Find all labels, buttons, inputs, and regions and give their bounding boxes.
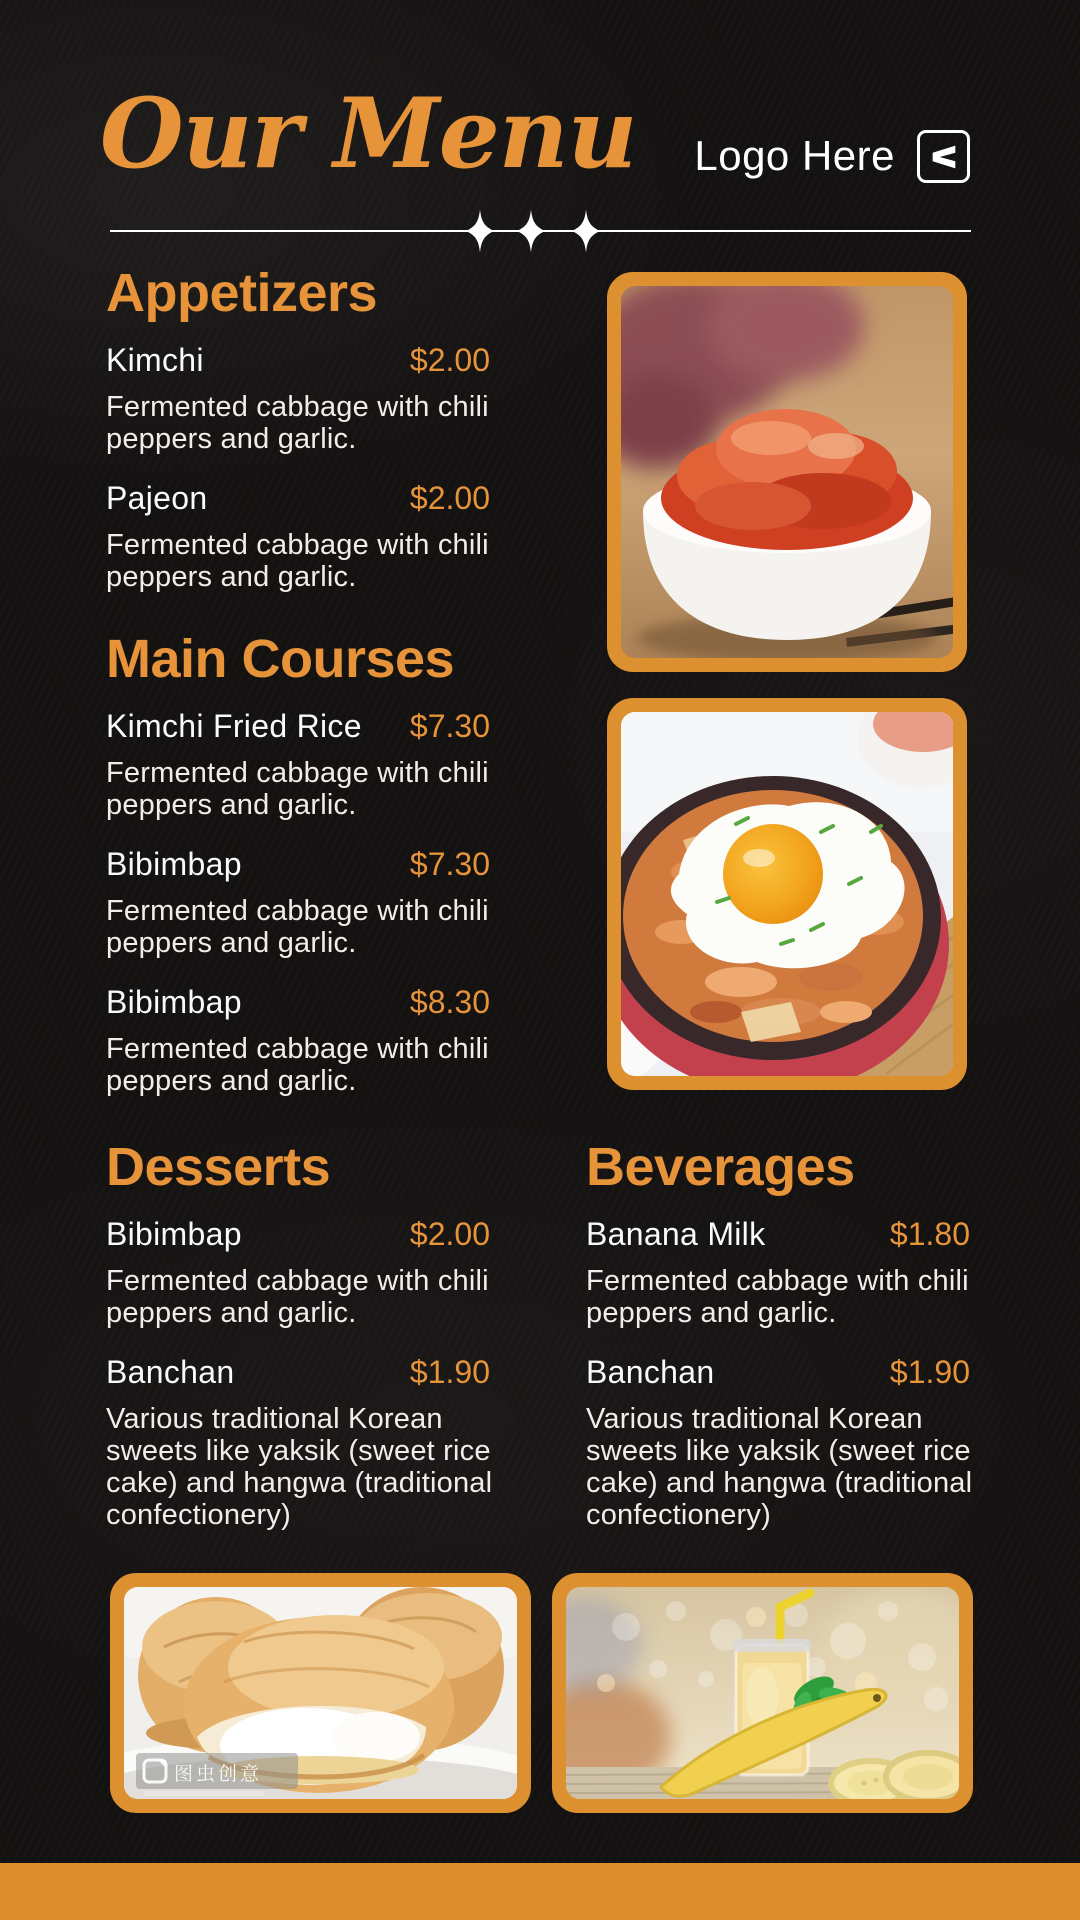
item-description: Fermented cabbage with chili peppers and garlic. xyxy=(106,1265,489,1329)
section-appetizers xyxy=(106,262,490,594)
item-price: $2.00 xyxy=(409,1216,490,1253)
menu-item xyxy=(106,706,490,822)
menu-item xyxy=(106,340,490,456)
menu-item xyxy=(106,478,490,594)
item-price: $1.80 xyxy=(889,1216,970,1253)
menu-item xyxy=(106,1352,493,1532)
menu-item xyxy=(106,982,490,1098)
section-heading: Beverages xyxy=(586,1137,855,1197)
section-desserts xyxy=(106,1136,493,1531)
item-name: Banchan xyxy=(106,1353,235,1390)
item-price: $2.00 xyxy=(409,479,490,516)
item-name: Banana Milk xyxy=(586,1216,766,1253)
section-beverages xyxy=(586,1136,973,1531)
sparkle-icon xyxy=(517,208,545,254)
section-heading: Desserts xyxy=(106,1137,331,1197)
capcut-logo-icon xyxy=(927,140,961,174)
item-description: Fermented cabbage with chili peppers and garlic. xyxy=(106,1032,489,1097)
sparkle-icon xyxy=(572,208,600,254)
bottom-accent-bar xyxy=(0,1863,1080,1920)
item-name: Kimchi Fried Rice xyxy=(106,708,362,745)
item-description: Fermented cabbage with chili peppers and garlic. xyxy=(106,894,489,959)
menu-item xyxy=(106,1214,490,1330)
section-heading: Appetizers xyxy=(106,263,378,323)
item-description: Fermented cabbage with chili peppers and garlic. xyxy=(106,757,489,821)
item-name: Pajeon xyxy=(106,479,208,516)
sparkle-icon xyxy=(466,208,494,254)
item-name: Bibimbap xyxy=(106,983,242,1020)
item-description: Fermented cabbage with chili peppers and garlic. xyxy=(586,1265,969,1329)
section-heading: Main Courses xyxy=(106,629,455,689)
item-description: Fermented cabbage with chili peppers and garlic. xyxy=(106,391,489,455)
item-description: Fermented cabbage with chili peppers and garlic. xyxy=(106,528,489,593)
logo-box xyxy=(917,130,970,183)
item-price: $7.30 xyxy=(409,708,490,745)
kimchi-fried-rice-photo xyxy=(607,698,967,1090)
page-title: Our Menu xyxy=(100,77,637,190)
item-price: $8.30 xyxy=(409,983,490,1020)
item-price: $7.30 xyxy=(409,845,490,882)
item-name: Banchan xyxy=(586,1353,715,1390)
item-price: $1.90 xyxy=(889,1353,970,1390)
watermark-text: 图虫创意 xyxy=(174,1763,263,1785)
item-description: Various traditional Korean sweets like yaksik (sweet rice cake) and hangwa (traditional confectionery) xyxy=(586,1402,973,1531)
section-main-courses xyxy=(106,628,490,1097)
kimchi-bowl-photo xyxy=(607,272,967,672)
menu-item xyxy=(586,1214,970,1330)
cream-puffs-photo xyxy=(110,1573,531,1813)
menu-item xyxy=(586,1352,973,1532)
menu-item xyxy=(106,844,490,960)
item-description: Various traditional Korean sweets like yaksik (sweet rice cake) and hangwa (traditional confectionery) xyxy=(106,1402,493,1531)
item-price: $1.90 xyxy=(409,1353,490,1390)
item-price: $2.00 xyxy=(409,342,490,379)
item-name: Bibimbap xyxy=(106,845,242,882)
item-name: Kimchi xyxy=(106,342,204,379)
banana-milk-photo xyxy=(552,1573,973,1813)
logo-placeholder-text: Logo Here xyxy=(694,132,895,179)
item-name: Bibimbap xyxy=(106,1216,242,1253)
